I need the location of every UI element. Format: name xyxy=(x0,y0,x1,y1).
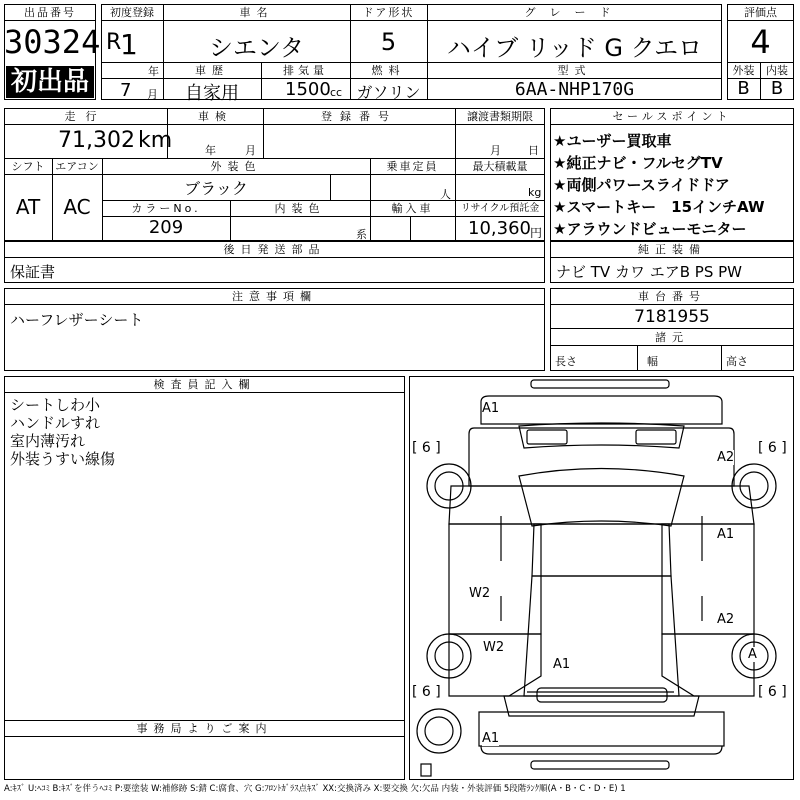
model-label: 型式 xyxy=(557,64,592,77)
damage-mark: A1 xyxy=(482,401,500,416)
color-no: 209 xyxy=(148,217,184,238)
shift-value: AT xyxy=(15,195,41,219)
displacement-label: 排気量 xyxy=(283,64,328,77)
model-value: 6AA-NHP170G xyxy=(514,79,635,100)
history-label: 車歴 xyxy=(195,64,229,77)
damage-mark: A1 xyxy=(553,657,571,672)
recycle-label: リサイクル預託金 xyxy=(460,203,540,214)
car-name: シエンタ xyxy=(208,34,305,62)
legend-text: A:ｷｽﾞ U:ﾍｺﾐ B:ｷｽﾞを伴うﾍｺﾐ P:要塗装 W:補修跡 S:錆 C:腐食、穴 G:ﾌﾛﾝﾄｶﾞﾗｽ点ｷｽﾞ XX:交換済み X:要交換 欠:欠品 内装・外装評価 5段階ﾗﾝｸ順(A・B・C・D・E) 1 xyxy=(4,784,626,794)
interior-label: 内装色 xyxy=(274,202,326,215)
damage-mark: A2 xyxy=(717,450,735,465)
sales-points-label: セールスポイント xyxy=(612,110,732,123)
transfer-label: 譲渡書類期限 xyxy=(467,110,533,123)
history-value: 自家用 xyxy=(185,83,239,104)
chassis-label: 車台番号 xyxy=(638,290,706,303)
int-score-label: 内装 xyxy=(766,64,788,77)
transfer-month-unit: 月 xyxy=(490,144,501,157)
displacement-unit: cc xyxy=(330,86,343,99)
damage-mark: A1 xyxy=(482,731,500,746)
car-name-label: 車名 xyxy=(239,6,274,19)
ext-score: B xyxy=(737,78,750,99)
sales-point: ★スマートキー 15インチAW xyxy=(553,198,765,216)
inspector-note: 外装うすい線傷 xyxy=(10,450,116,468)
tire-depth-rl: [ 6 ] xyxy=(412,684,441,700)
mileage-unit: km xyxy=(138,128,173,153)
sales-point: ★両側パワースライドドア xyxy=(553,176,730,194)
first-listing-badge: 初出品 xyxy=(6,66,94,98)
first-reg-year-unit: 年 xyxy=(148,65,159,78)
first-reg-era: R xyxy=(106,30,122,55)
inspection-month-unit: 月 xyxy=(245,144,256,157)
aircon-label: エアコン xyxy=(55,160,99,173)
notes-label: 注意事項欄 xyxy=(232,290,317,303)
width-label: 幅 xyxy=(647,355,658,368)
fuel-label: 燃料 xyxy=(371,64,406,77)
load-unit: kg xyxy=(528,186,542,199)
damage-mark: W2 xyxy=(483,640,505,655)
grade-value: ハイブ リッド G クエロ xyxy=(446,34,703,62)
damage-mark: A xyxy=(748,647,757,662)
score-label: 評価点 xyxy=(744,6,777,19)
recycle-unit: 円 xyxy=(530,226,543,240)
first-reg-month: 7 xyxy=(120,80,132,101)
tire-depth-fr: [ 6 ] xyxy=(758,440,787,456)
sales-point: ★純正ナビ・フルセグTV xyxy=(553,154,723,172)
sales-point: ★アラウンドビューモニター xyxy=(553,220,747,238)
color-no-label: カラーNo. xyxy=(131,202,201,215)
height-label: 高さ xyxy=(726,355,748,368)
car-diagram xyxy=(409,376,794,780)
lot-number: 30324 xyxy=(4,23,101,61)
capacity-label: 乗車定員 xyxy=(386,160,439,173)
ext-score-label: 外装 xyxy=(732,64,755,77)
inspector-note: ハンドルすれ xyxy=(10,414,101,432)
inspection-label: 車検 xyxy=(198,110,232,123)
interior-unit: 系 xyxy=(356,228,367,241)
int-score: B xyxy=(770,78,784,99)
transfer-day-unit: 日 xyxy=(528,144,539,157)
damage-mark: A2 xyxy=(717,612,735,627)
office-label: 事務局よりご案内 xyxy=(136,722,273,735)
damage-mark: W2 xyxy=(469,586,491,601)
displacement-value: 1500 xyxy=(285,79,331,100)
inspector-label: 検査員記入欄 xyxy=(153,378,256,391)
mileage-value: 71,302 xyxy=(58,128,135,153)
score-value: 4 xyxy=(750,23,771,61)
genuine-value: ナビ TV カワ エアB PS PW xyxy=(556,263,742,281)
load-label: 最大積載量 xyxy=(472,160,528,173)
exterior-label: 外装色 xyxy=(210,160,262,173)
recycle-value: 10,360 xyxy=(468,218,531,239)
lot-label: 出品番号 xyxy=(24,6,76,19)
later-parts-label: 後日発送部品 xyxy=(223,243,326,256)
aircon-value: AC xyxy=(63,195,91,219)
later-parts-value: 保証書 xyxy=(10,263,56,281)
mileage-label: 走行 xyxy=(64,110,107,123)
reg-no-label: 登録番号 xyxy=(321,110,397,123)
shift-label: シフト xyxy=(11,160,45,173)
tire-depth-rr: [ 6 ] xyxy=(758,684,787,700)
tire-depth-fl: [ 6 ] xyxy=(412,440,441,456)
exterior-color: ブラック xyxy=(184,179,248,198)
dims-label: 諸元 xyxy=(655,331,689,344)
first-reg-year: 1 xyxy=(120,28,138,61)
sales-point: ★ユーザー買取車 xyxy=(553,132,672,150)
door-value: 5 xyxy=(380,28,397,56)
damage-mark: A1 xyxy=(717,527,735,542)
grade-label: グレード xyxy=(524,6,625,19)
inspector-note: 室内薄汚れ xyxy=(10,432,86,450)
door-label: ドア形状 xyxy=(362,6,415,19)
inspection-year-unit: 年 xyxy=(205,144,216,157)
fuel-value: ガソリン xyxy=(356,83,421,102)
chassis-number: 7181955 xyxy=(634,307,710,327)
notes-value: ハーフレザーシート xyxy=(10,311,144,329)
length-label: 長さ xyxy=(555,355,577,368)
first-reg-label: 初度登録 xyxy=(110,6,154,19)
inspector-note: シートしわ小 xyxy=(10,396,101,414)
capacity-unit: 人 xyxy=(440,188,451,201)
genuine-label: 純正装備 xyxy=(638,243,706,256)
first-reg-month-unit: 月 xyxy=(147,88,158,101)
import-label: 輸入車 xyxy=(391,202,434,215)
